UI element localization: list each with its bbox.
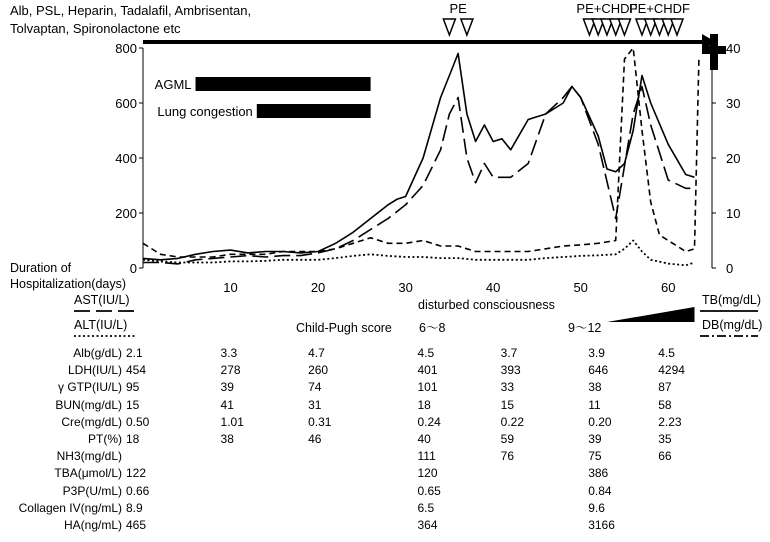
x-axis-label-line-1: Duration of (10, 261, 72, 275)
table-cell: 66 (658, 449, 672, 464)
table-row-label: Collagen IV(ng/mL) (18, 500, 122, 515)
table-cell: 31 (308, 397, 322, 412)
table-cell: 2.1 (126, 346, 143, 360)
table-cell: 0.24 (417, 414, 441, 429)
event-bar-label: AGML (154, 77, 192, 92)
procedure-label: PE+CHDF (576, 1, 638, 16)
procedure-marker (443, 19, 455, 35)
event-bar (196, 77, 371, 91)
procedure-marker (671, 19, 683, 35)
table-cell: 0.65 (417, 483, 441, 498)
table-cell: 41 (220, 397, 234, 412)
procedure-markers (443, 1, 690, 35)
table-cell: 3.3 (220, 346, 238, 360)
table-cell: 454 (126, 363, 147, 378)
right-axis-tick-label: 20 (726, 151, 741, 166)
legend-alt-label: ALT(IU/L) (74, 318, 128, 332)
table-cell: 38 (220, 432, 234, 446)
right-axis-tick-label: 30 (726, 96, 741, 111)
table-cell: 4.7 (308, 346, 325, 360)
table-cell: 87 (658, 380, 672, 395)
table-cell: 386 (588, 466, 609, 481)
table-cell: 75 (588, 449, 602, 464)
table-cell: 0.50 (126, 414, 150, 429)
table-cell: 393 (500, 363, 521, 378)
chart-title-line-1: Alb, PSL, Heparin, Tadalafil, Ambrisentan, (10, 3, 252, 18)
table-row-label: γ GTP(IU/L) (57, 380, 122, 395)
table-cell: 0.22 (500, 414, 525, 429)
table-cell: 38 (588, 380, 602, 395)
table-row-label: TBA(μmol/L) (54, 466, 122, 481)
child-pugh-value-late: 9〜12 (568, 321, 602, 335)
right-axis-tick-label: 10 (726, 206, 741, 221)
table-cell: 58 (658, 397, 672, 412)
x-axis-tick-label: 60 (660, 280, 676, 295)
legend-tb-label: TB(mg/dL) (702, 293, 762, 307)
table-cell: 11 (588, 397, 601, 412)
table-cell: 15 (500, 397, 515, 412)
table-cell: 101 (417, 380, 438, 395)
right-axis-tick-label: 0 (726, 261, 734, 276)
left-axis-tick-label: 600 (115, 96, 137, 111)
x-axis-tick-label: 50 (573, 280, 588, 295)
table-cell: 8.9 (126, 500, 143, 515)
legend-db-label: DB(mg/dL) (702, 318, 763, 332)
event-bar-label: Lung congestion (157, 104, 253, 119)
table-cell: 465 (126, 518, 147, 532)
table-cell: 401 (417, 363, 438, 378)
table-cell: 95 (126, 380, 140, 395)
child-pugh-value-early: 6〜8 (419, 321, 446, 335)
legend-ast-label: AST(IU/L) (74, 293, 130, 307)
right-axis-tick-label: 40 (726, 41, 741, 56)
table-cell: 0.84 (588, 483, 612, 498)
event-bar (257, 104, 371, 118)
table-row-label: P3P(U/mL) (62, 483, 122, 498)
table-cell: 122 (126, 466, 147, 481)
table-row-label: Cre(mg/dL) (61, 414, 122, 429)
table-row-label: NH3(mg/dL) (56, 449, 122, 464)
table-cell: 46 (308, 432, 322, 446)
table-cell: 9.6 (588, 500, 605, 515)
left-axis-tick-label: 0 (129, 261, 137, 276)
table-cell: 0.20 (588, 414, 612, 429)
procedure-label: PE+CHDF (628, 1, 691, 16)
consciousness-wedge (607, 307, 695, 322)
table-cell: 4294 (658, 363, 685, 378)
table-cell: 6.5 (417, 500, 435, 515)
series-line (143, 241, 695, 266)
x-axis-tick-label: 20 (310, 280, 326, 295)
table-cell: 18 (417, 397, 431, 412)
x-axis-label-line-2: Hospitalization(days) (10, 277, 127, 291)
table-cell: 646 (588, 363, 609, 378)
table-cell: 39 (220, 380, 234, 395)
table-cell: 4.5 (658, 346, 675, 360)
table-cell: 278 (220, 363, 241, 378)
table-cell: 260 (308, 363, 329, 378)
left-axis-tick-label: 200 (115, 206, 137, 221)
left-axis-tick-label: 800 (115, 41, 137, 56)
table-row-label: HA(ng/mL) (63, 518, 122, 532)
table-cell: 35 (658, 432, 672, 446)
table-cell: 111 (417, 449, 436, 464)
chart-title-line-2: Tolvaptan, Spironolactone etc (10, 21, 181, 36)
table-cell: 18 (126, 432, 140, 446)
table-cell: 4.5 (417, 346, 435, 360)
table-row-label: BUN(mg/dL) (55, 397, 122, 412)
x-axis-tick-label: 40 (485, 280, 501, 295)
disturbed-consciousness-label: disturbed consciousness (418, 298, 555, 312)
table-cell: 0.66 (126, 483, 150, 498)
event-bars (155, 77, 371, 119)
x-axis-tick-label: 30 (398, 280, 413, 295)
table-cell: 1.01 (220, 414, 244, 429)
table-cell: 2.23 (658, 414, 682, 429)
table-cell: 40 (417, 432, 431, 446)
table-cell: 33 (500, 380, 515, 395)
procedure-label: PE (449, 1, 467, 16)
child-pugh-label: Child-Pugh score (296, 321, 392, 335)
table-cell: 15 (126, 397, 140, 412)
death-cross-horizontal (702, 46, 726, 54)
table-row-label: PT(%) (88, 432, 122, 446)
table-cell: 74 (308, 380, 322, 395)
table-cell: 59 (500, 432, 515, 446)
table-row-label: LDH(IU/L) (67, 363, 122, 378)
table-cell: 3.9 (588, 346, 605, 360)
table-cell: 120 (417, 466, 438, 481)
procedure-marker (618, 19, 630, 35)
x-axis-tick-label: 10 (223, 280, 238, 295)
table-cell: 39 (588, 432, 602, 446)
table-cell: 3166 (588, 518, 615, 532)
table-cell: 364 (417, 518, 438, 532)
table-cell: 3.7 (500, 346, 518, 360)
table-cell: 0.31 (308, 414, 332, 429)
table-cell: 76 (500, 449, 515, 464)
left-axis-tick-label: 400 (115, 151, 137, 166)
procedure-marker (461, 19, 473, 35)
table-row-label: Alb(g/dL) (73, 346, 122, 360)
